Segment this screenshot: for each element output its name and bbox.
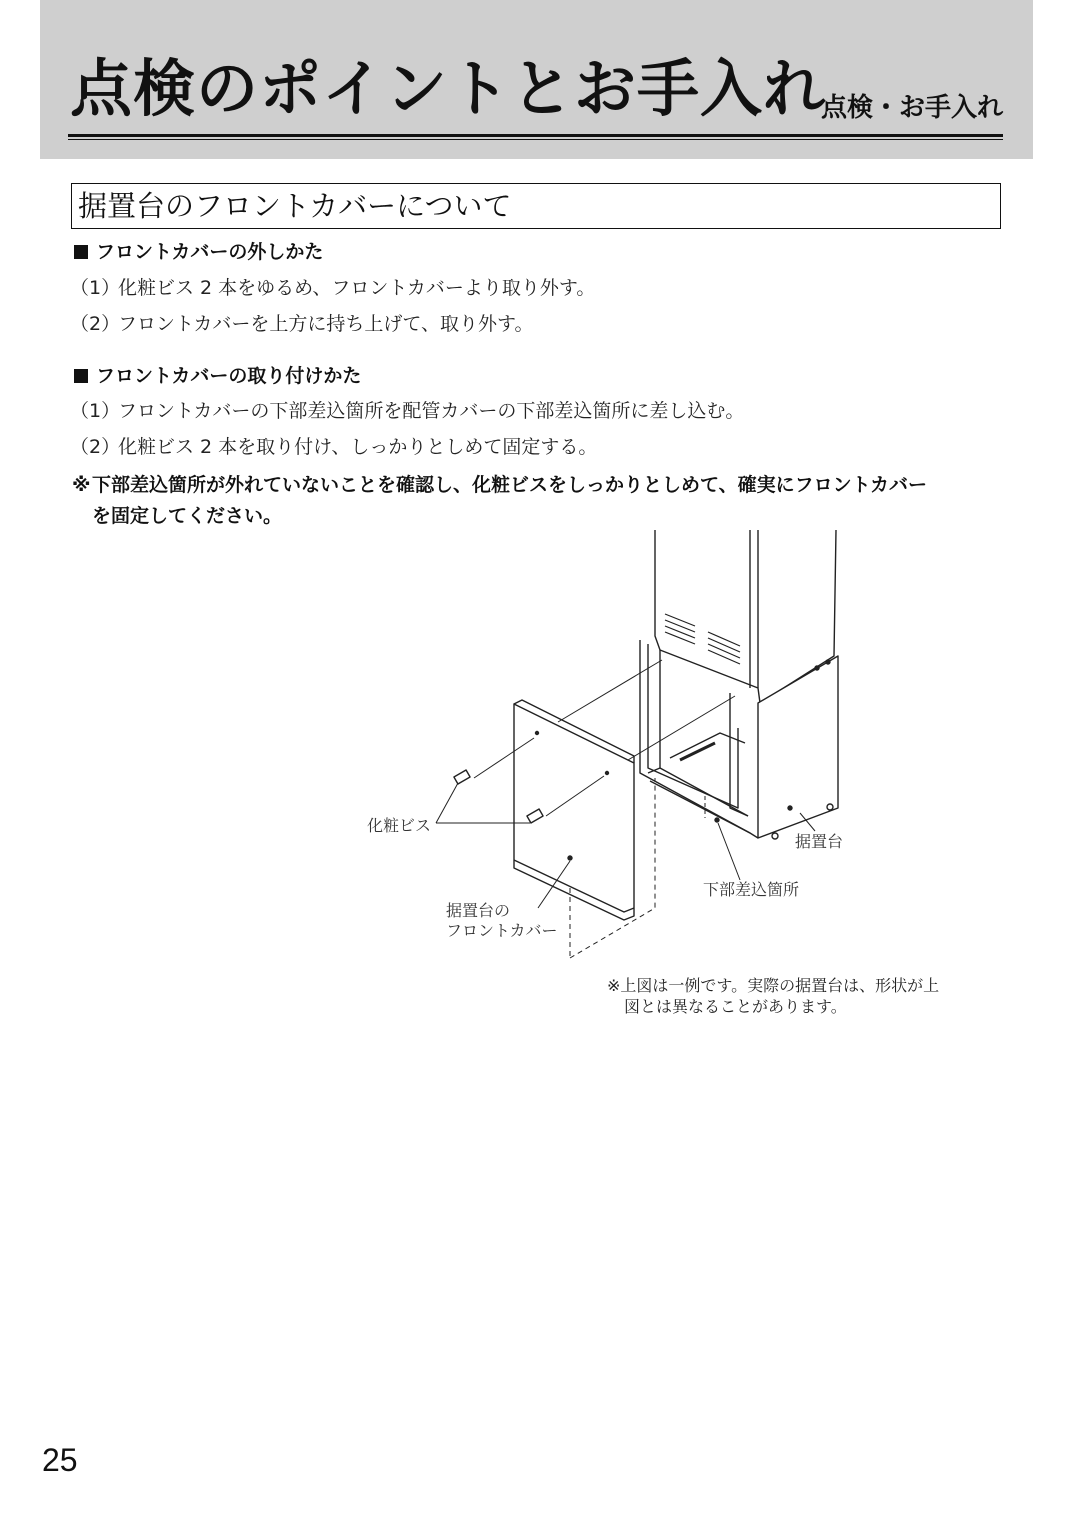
square-bullet-icon [74, 369, 88, 383]
section-tag: 点検・お手入れ [820, 93, 1003, 123]
step-number: （1） [70, 400, 121, 422]
label-screws: 化粧ビス [367, 816, 432, 835]
caution-notice [72, 470, 1012, 532]
installation-heading-text: フロントカバーの取り付けかた [96, 365, 362, 387]
removal-step-2 [70, 312, 534, 336]
removal-heading-text: フロントカバーの外しかた [96, 241, 324, 263]
label-insertion-point: 下部差込箇所 [703, 880, 800, 899]
label-front-cover-line-2: フロントカバー [446, 921, 558, 940]
step-text: フロントカバーの下部差込箇所を配管カバーの下部差込箇所に差し込む。 [118, 400, 745, 422]
figure-note [607, 975, 939, 1017]
installation-heading [74, 364, 361, 388]
page-number: 25 [42, 1442, 78, 1478]
label-front-cover-line-1: 据置台の [446, 901, 511, 920]
step-number: （2） [70, 436, 121, 458]
step-text: フロントカバーを上方に持ち上げて、取り外す。 [118, 313, 534, 335]
reference-mark: ※ [72, 474, 91, 496]
section-heading-box [71, 183, 1001, 229]
step-text: 化粧ビス 2 本をゆるめ、フロントカバーより取り外す。 [118, 277, 596, 299]
step-text: 化粧ビス 2 本を取り付け、しっかりとしめて固定する。 [118, 436, 598, 458]
section-heading: 据置台のフロントカバーについて [78, 189, 512, 223]
installation-step-1 [70, 399, 744, 423]
removal-step-1 [70, 276, 595, 300]
step-number: （1） [70, 277, 121, 299]
front-cover-illustration [350, 528, 870, 973]
figure-note-line-2: 図とは異なることがあります。 [624, 997, 847, 1016]
square-bullet-icon [74, 245, 88, 259]
figure-note-line-1: ※上図は一例です。実際の据置台は、形状が上 [607, 976, 940, 995]
notice-line-2: を固定してください。 [92, 505, 283, 527]
label-stand: 据置台 [795, 832, 844, 851]
header-rule [68, 134, 1003, 140]
notice-line-1: 下部差込箇所が外れていないことを確認し、化粧ビスをしっかりとしめて、確実にフロントカバー [92, 474, 928, 496]
removal-heading [74, 240, 323, 264]
page-title: 点検のポイントとお手入れ [70, 52, 827, 125]
step-number: （2） [70, 313, 121, 335]
installation-step-2 [70, 435, 597, 459]
